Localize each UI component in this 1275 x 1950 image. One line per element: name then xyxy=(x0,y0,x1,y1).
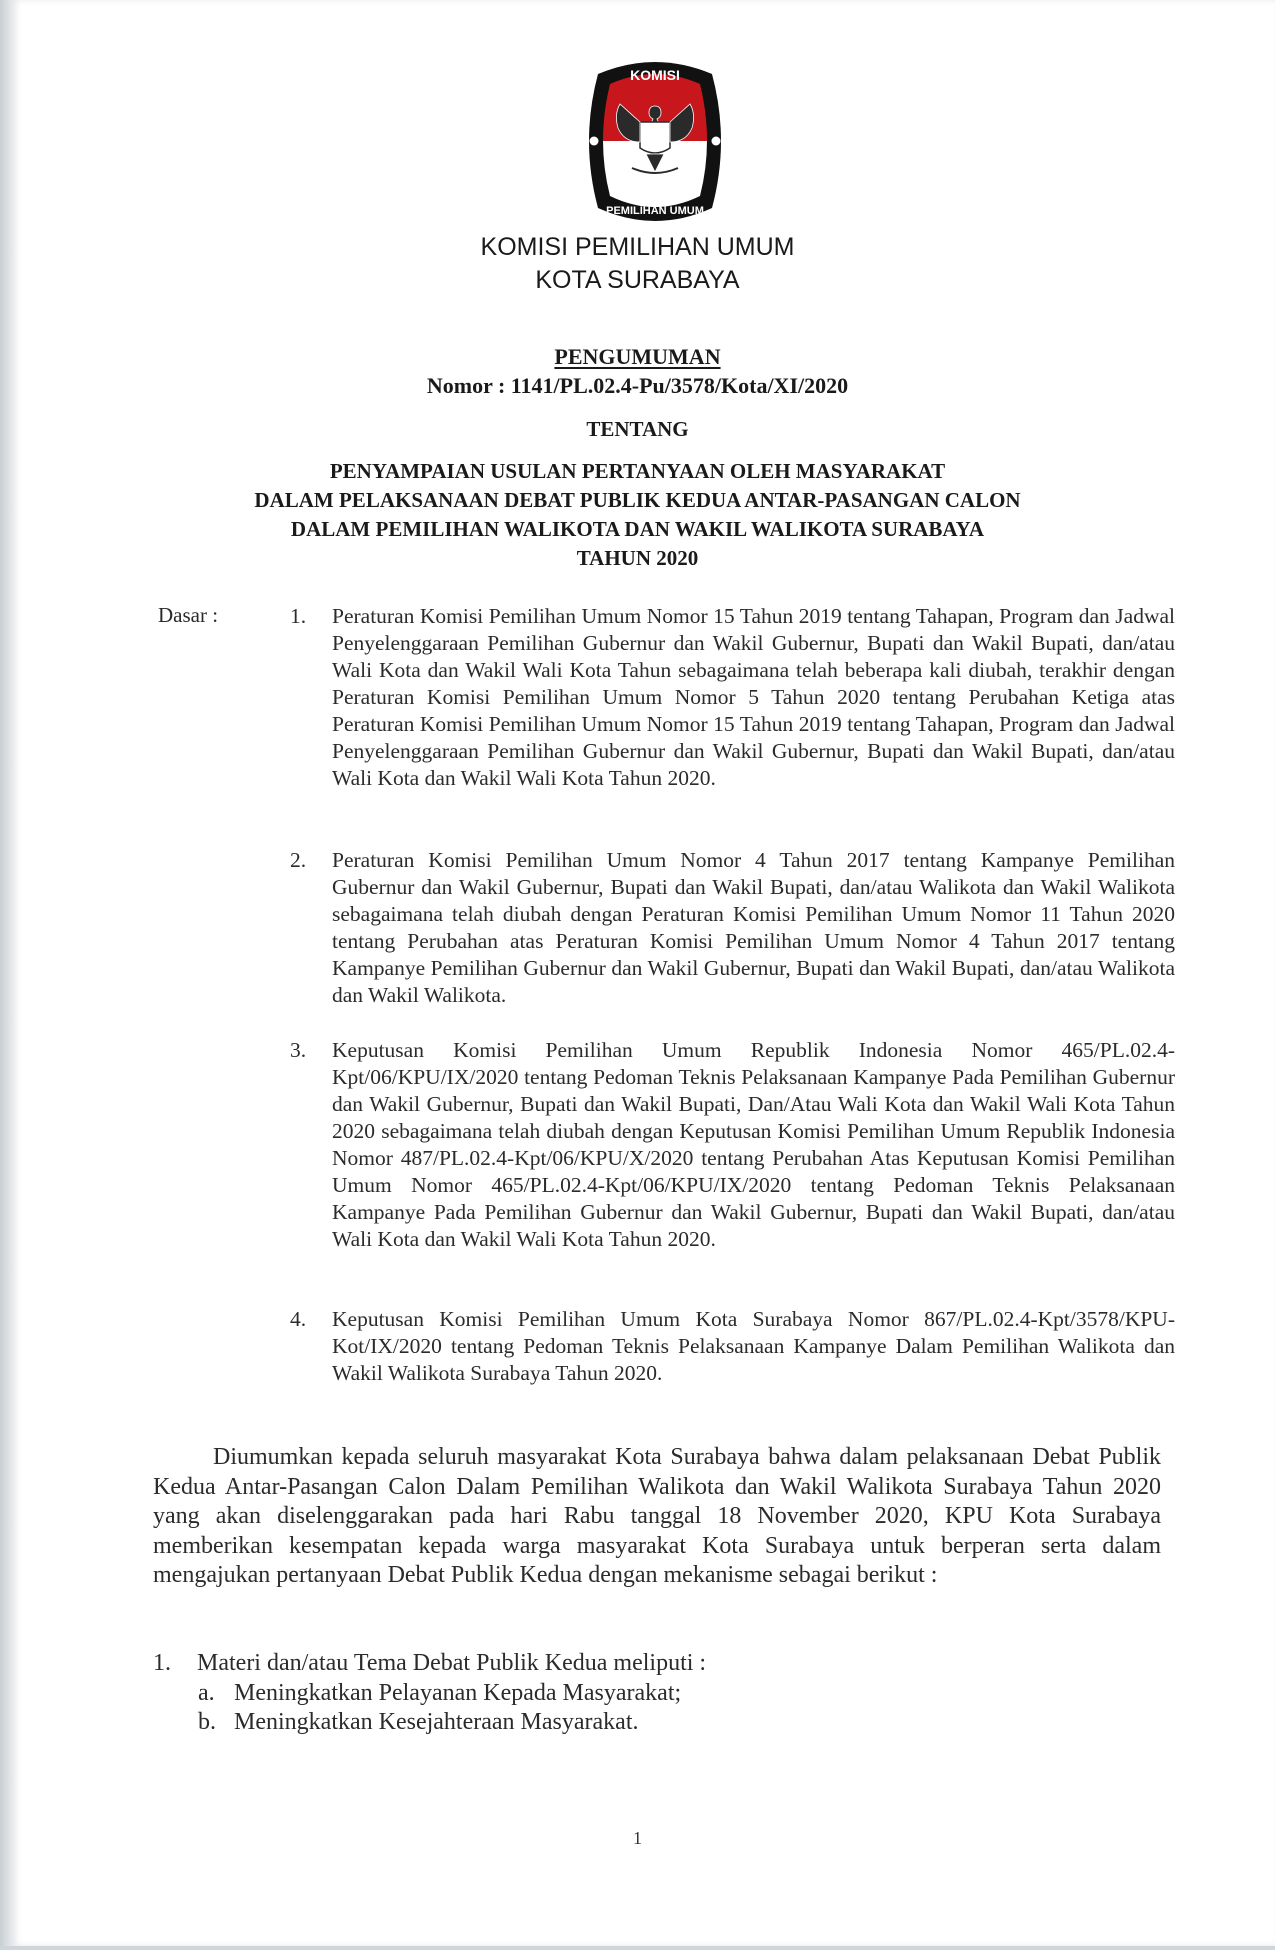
announcement-paragraph: Diumumkan kepada seluruh masyarakat Kota Surabaya bahwa dalam pelaksanaan Debat Publik Kedua Antar-Pasangan Calon Dalam Pemilihan Walikota dan Wakil Walikota Surabaya Tahun 2020 yang akan diselenggarakan pada hari Rabu tanggal 18 November 2020, KPU Kota Surabaya memberikan kesempatan kepada warga masyarakat Kota Surabaya untuk berperan serta dalam mengajukan pertanyaan Debat Publik Kedua dengan mekanisme sebagai berikut : xyxy=(153,1444,1161,1588)
kpu-garuda-emblem-icon xyxy=(580,56,730,226)
subject-line: TAHUN 2020 xyxy=(576,546,699,570)
theme-subitem xyxy=(198,1680,681,1707)
dasar-item xyxy=(290,1306,1175,1387)
tentang-label: TENTANG xyxy=(586,417,689,441)
theme-subitem-letter: b. xyxy=(198,1709,216,1735)
theme-subitem xyxy=(198,1709,639,1736)
svg-text:PEMILIHAN UMUM: PEMILIHAN UMUM xyxy=(606,205,704,217)
dasar-item-text: Peraturan Komisi Pemilihan Umum Nomor 15 Tahun 2019 tentang Tahapan, Program dan Jadwal Penyelenggaraan Pemilihan Gubernur dan Wakil Gubernur, Bupati dan Wakil Bupati, dan/atau Wali Kota dan Wakil Wali Kota Tahun sebagaimana telah beberapa kali diubah, terakhir dengan Peraturan Komisi Pemilihan Umum Nomor 5 Tahun 2020 tentang Perubahan Ketiga atas Peraturan Komisi Pemilihan Umum Nomor 15 Tahun 2019 tentang Tahapan, Program dan Jadwal Penyelenggaraan Pemilihan Gubernur dan Wakil Gubernur, Bupati dan Wakil Bupati, dan/atau Wali Kota dan Wakil Wali Kota Tahun 2020. xyxy=(332,604,1175,790)
subject-line: DALAM PEMILIHAN WALIKOTA DAN WAKIL WALIKOTA SURABAYA xyxy=(290,517,985,541)
dasar-item-text: Keputusan Komisi Pemilihan Umum Kota Surabaya Nomor 867/PL.02.4-Kpt/3578/KPU-Kot/IX/2020 tentang Pedoman Teknis Pelaksanaan Kampanye Dalam Pemilihan Walikota dan Wakil Walikota Surabaya Tahun 2020. xyxy=(332,1307,1175,1385)
subject-line: PENYAMPAIAN USULAN PERTANYAAN OLEH MASYARAKAT xyxy=(329,459,946,483)
svg-text:KOMISI: KOMISI xyxy=(630,67,680,83)
dasar-item-text: Keputusan Komisi Pemilihan Umum Republik Indonesia Nomor 465/PL.02.4-Kpt/06/KPU/IX/2020 tentang Pedoman Teknis Pelaksanaan Kampanye Pada Pemilihan Gubernur dan Wakil Gubernur, Bupati dan Wakil Bupati, Dan/Atau Wali Kota dan Wakil Wali Kota Tahun 2020 sebagaimana telah diubah dengan Keputusan Komisi Pemilihan Umum Republik Indonesia Nomor 487/PL.02.4-Kpt/06/KPU/X/2020 tentang Perubahan Atas Keputusan Komisi Pemilihan Umum Nomor 465/PL.02.4-Kpt/06/KPU/IX/2020 tentang Pedoman Teknis Pelaksanaan Kampanye Pada Pemilihan Gubernur dan Wakil Gubernur, Bupati dan Wakil Bupati, dan/atau Wali Kota dan Wakil Wali Kota Tahun 2020. xyxy=(332,1038,1175,1251)
dasar-item-number: 4. xyxy=(290,1307,307,1331)
mechanism-item-text: Materi dan/atau Tema Debat Publik Kedua meliputi : xyxy=(197,1650,707,1676)
dasar-item-number: 2. xyxy=(290,848,307,872)
mechanism-item-number: 1. xyxy=(153,1650,171,1676)
scan-bottom-edge xyxy=(0,1946,1275,1950)
document-number: Nomor : 1141/PL.02.4-Pu/3578/Kota/XI/2020 xyxy=(426,373,849,398)
theme-subitem-letter: a. xyxy=(198,1680,215,1706)
dasar-item xyxy=(290,603,1175,792)
org-name: KOMISI PEMILIHAN UMUM xyxy=(480,233,795,261)
dasar-item xyxy=(290,1037,1175,1253)
page-number: 1 xyxy=(633,1828,642,1848)
org-city: KOTA SURABAYA xyxy=(535,266,740,294)
dasar-item-text: Peraturan Komisi Pemilihan Umum Nomor 4 Tahun 2017 tentang Kampanye Pemilihan Gubernur dan Wakil Gubernur, Bupati dan Wakil Bupati, dan/atau Walikota dan Wakil Walikota sebagaimana telah diubah dengan Peraturan Komisi Pemilihan Umum Nomor 11 Tahun 2020 tentang Perubahan atas Peraturan Komisi Pemilihan Umum Nomor 4 Tahun 2017 tentang Kampanye Pemilihan Gubernur dan Wakil Gubernur, Bupati dan Wakil Bupati, dan/atau Walikota dan Wakil Walikota. xyxy=(332,848,1175,1007)
subject-line: DALAM PELAKSANAAN DEBAT PUBLIK KEDUA ANTAR-PASANGAN CALON xyxy=(254,488,1021,512)
dasar-label: Dasar : xyxy=(158,603,219,627)
mechanism-item xyxy=(153,1650,706,1677)
dasar-item-number: 3. xyxy=(290,1038,307,1062)
dasar-item xyxy=(290,847,1175,1009)
kpu-logo xyxy=(580,56,730,226)
document-title: PENGUMUMAN xyxy=(554,344,721,369)
dasar-item-number: 1. xyxy=(290,604,307,628)
theme-subitem-text: Meningkatkan Kesejahteraan Masyarakat. xyxy=(234,1709,639,1735)
theme-subitem-text: Meningkatkan Pelayanan Kepada Masyarakat; xyxy=(234,1680,682,1706)
